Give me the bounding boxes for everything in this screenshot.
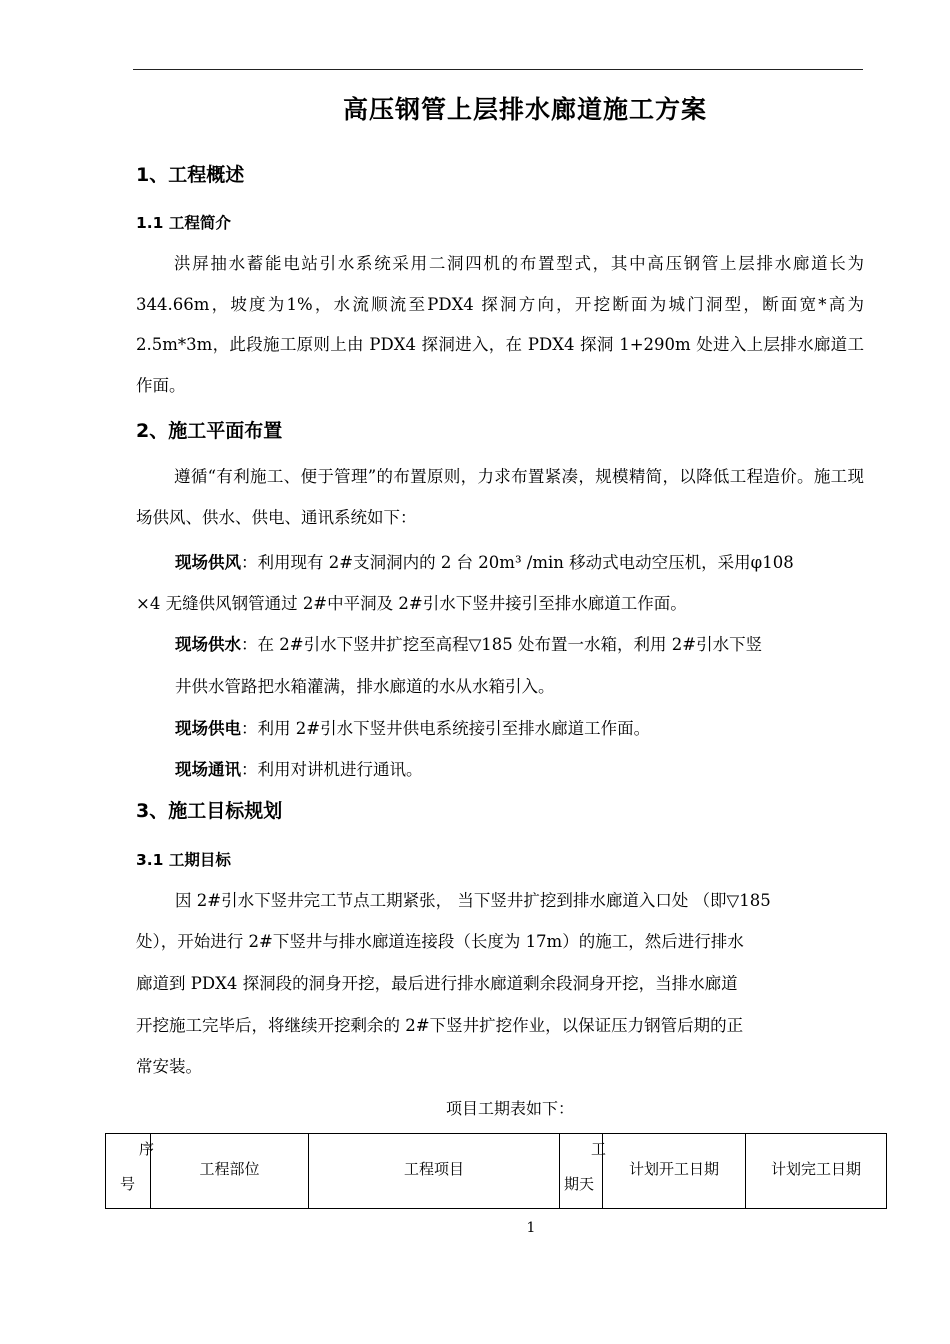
schedule-paragraph-line-2: 处），开始进行 2#下竖井与排水廊道连接段（长度为 17m）的施工，然后进行排水 — [136, 932, 744, 951]
section-2-heading: 2、施工平面布置 — [136, 420, 283, 442]
communication-label: 现场通讯 — [175, 760, 241, 779]
communication-line — [175, 756, 423, 780]
section-3-1-heading: 3.1 工期目标 — [136, 851, 231, 869]
power-supply-text: ：利用 2#引水下竖井供电系统接引至排水廊道工作面。 — [241, 719, 651, 738]
header-duration-bottom: 期天 — [564, 1175, 595, 1193]
water-supply-label: 现场供水 — [175, 635, 241, 654]
header-cell-index — [106, 1134, 154, 1209]
header-cell-end-date: 计划完工日期 — [746, 1134, 887, 1209]
water-supply-text: ：在 2#引水下竖井扩挖至高程▽185 处布置一水箱，利用 2#引水下竖 — [241, 635, 763, 654]
header-cell-duration — [560, 1134, 606, 1209]
paragraph-project-intro: 洪屏抽水蓄能电站引水系统采用二洞四机的布置型式，其中高压钢管上层排水廊道长为 344.66m，坡度为1%，水流顺流至PDX4 探洞方向，开挖断面为城门洞型，断面宽*高为 2.5m*3m，此段施工原则上由 PDX4 探洞进入，在 PDX4 探洞 1+290m 处进入上层排水廊道工作面。 — [136, 254, 864, 395]
header-cell-start-date: 计划开工日期 — [603, 1134, 746, 1209]
power-supply-label: 现场供电 — [175, 719, 241, 738]
air-supply-text: ：利用现有 2#支洞洞内的 2 台 20m³ /min 移动式电动空压机，采用φ108 — [241, 553, 794, 572]
table-caption: 项目工期表如下： — [445, 1099, 574, 1118]
header-index-top: 序 — [138, 1140, 154, 1158]
schedule-paragraph-line-4: 开挖施工完毕后，将继续开挖剩余的 2#下竖井扩挖作业，以保证压力钢管后期的正 — [136, 1016, 744, 1035]
power-supply-line — [175, 715, 650, 739]
schedule-paragraph-line-5: 常安装。 — [136, 1057, 202, 1076]
section-1-heading: 1、工程概述 — [136, 164, 245, 186]
header-rule — [133, 69, 863, 70]
header-index-bottom: 号 — [120, 1175, 136, 1193]
air-supply-line-2: ×4 无缝供风钢管通过 2#中平洞及 2#引水下竖井接引至排水廊道工作面。 — [136, 594, 687, 613]
header-duration-top: 工 — [590, 1140, 606, 1158]
schedule-table — [105, 1133, 887, 1209]
communication-text: ：利用对讲机进行通讯。 — [241, 760, 423, 779]
schedule-paragraph-line-3: 廊道到 PDX4 探洞段的洞身开挖，最后进行排水廊道剩余段洞身开挖，当排水廊道 — [136, 974, 738, 993]
section-3-heading: 3、施工目标规划 — [136, 800, 283, 822]
schedule-paragraph-line-1: 因 2#引水下竖井完工节点工期紧张， 当下竖井扩挖到排水廊道入口处 （即▽185 — [175, 891, 771, 910]
document-title: 高压钢管上层排水廊道施工方案 — [342, 95, 707, 124]
water-supply-line — [175, 631, 762, 655]
section-1-1-heading: 1.1 工程简介 — [136, 214, 231, 232]
header-cell-location: 工程部位 — [151, 1134, 309, 1209]
air-supply-line — [175, 549, 794, 573]
water-supply-line-2: 井供水管路把水箱灌满，排水廊道的水从水箱引入。 — [175, 677, 555, 696]
table-header-row — [106, 1134, 887, 1209]
page-number: 1 — [526, 1220, 536, 1236]
paragraph-layout-principle: 遵循“有利施工、便于管理”的布置原则，力求布置紧凑，规模精简，以降低工程造价。施工现场供风、供水、供电、通讯系统如下： — [136, 467, 864, 527]
header-cell-item: 工程项目 — [309, 1134, 560, 1209]
air-supply-label: 现场供风 — [175, 553, 241, 572]
